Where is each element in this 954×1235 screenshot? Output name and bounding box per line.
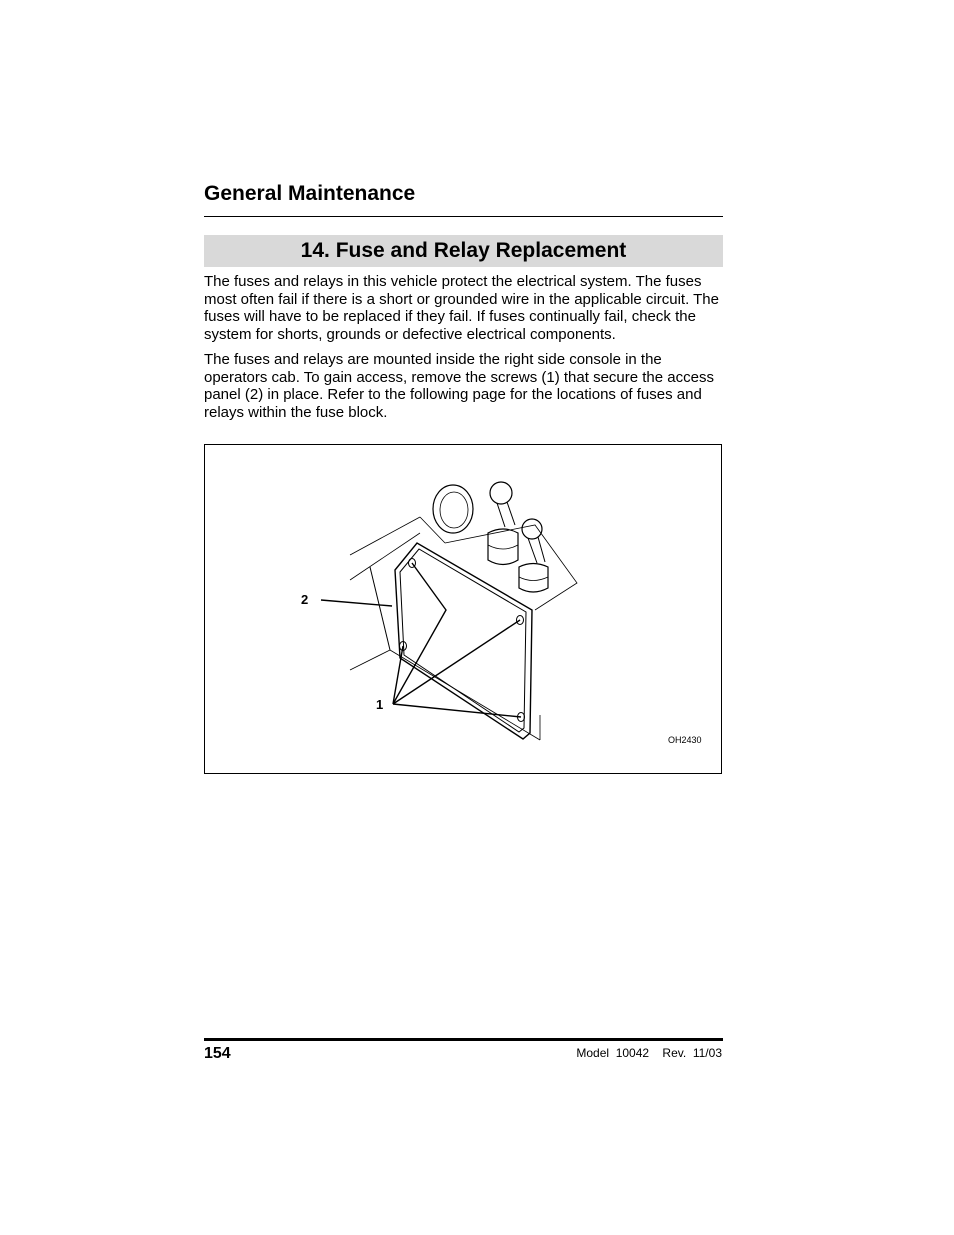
footer-divider (204, 1038, 723, 1041)
page-number: 154 (204, 1045, 231, 1062)
section-title: 14. Fuse and Relay Replacement (300, 239, 627, 262)
section-heading-band (204, 235, 723, 267)
figure-frame (204, 444, 722, 774)
body-paragraph-2: The fuses and relays are mounted inside the right side console in the operators cab. To gain access, remove the screws (1) that secure the access panel (2) in place. Refer to the following page for the locations of fuses and relays within the fuse block. (204, 351, 714, 421)
console-access-panel-illustration (205, 445, 721, 773)
header-divider (204, 216, 723, 217)
page-title: General Maintenance (204, 182, 416, 205)
callout-screws: 1 (376, 697, 384, 712)
footer-model-revision: Model 10042 Rev. 11/03 (576, 1046, 722, 1060)
figure-code: OH2430 (668, 735, 702, 745)
callout-access-panel: 2 (301, 592, 309, 607)
body-paragraph-1: The fuses and relays in this vehicle protect the electrical system. The fuses most often fail if there is a short or grounded wire in the applicable circuit. The fuses will have to be replaced if they fail. If fuses continually fail, check the system for shorts, grounds or defective electrical components. (204, 273, 719, 343)
